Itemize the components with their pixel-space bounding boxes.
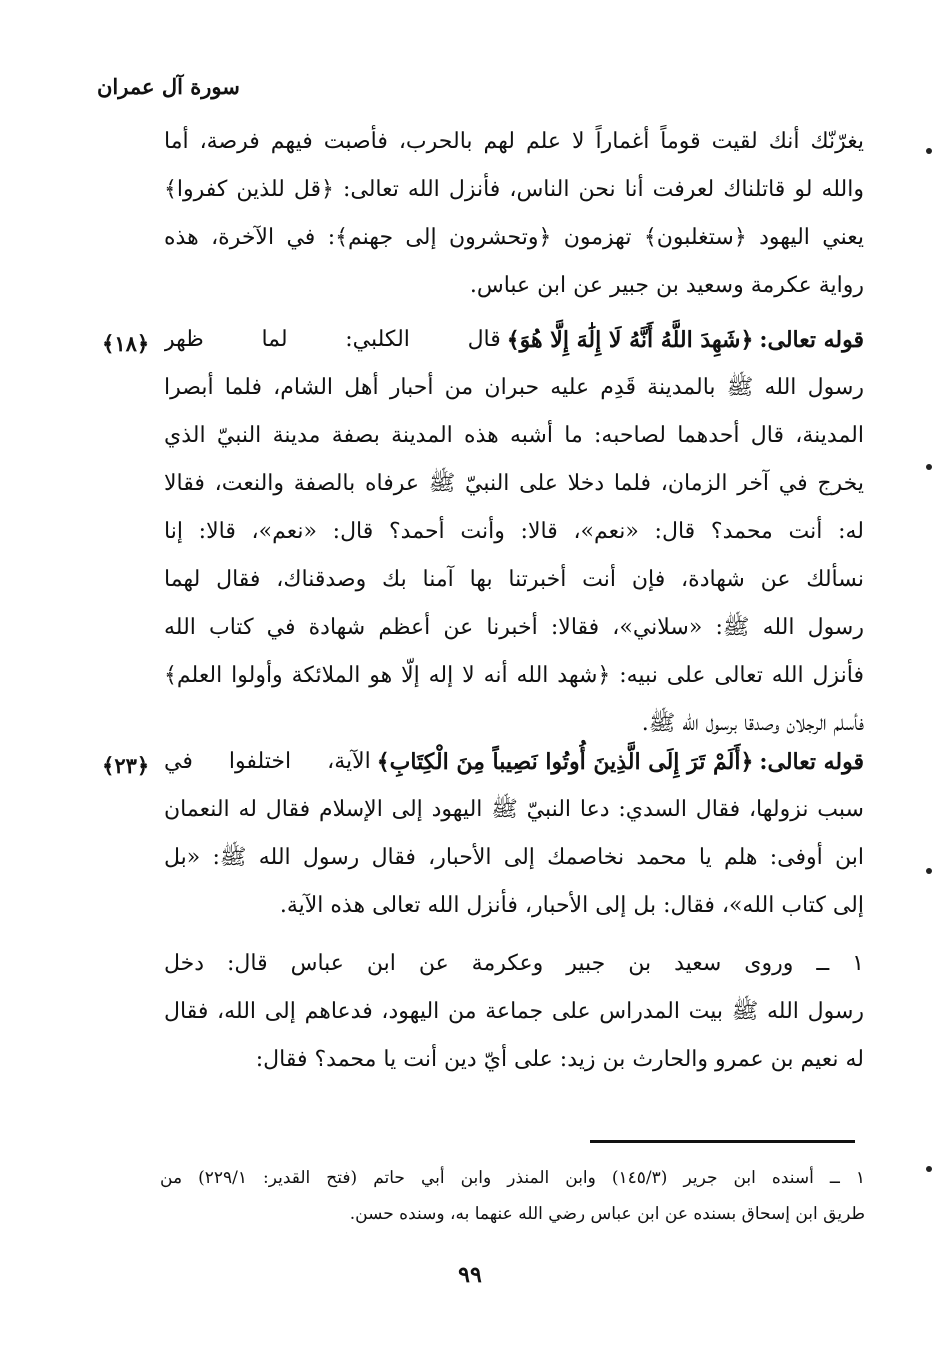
text-line: يخرج في آخر الزمان، فلما دخلا على النبيّ ﷺ عرفاه بالصفة والنعت، فقالا bbox=[164, 471, 864, 496]
text-line: له نعيم بن عمرو والحارث بن زيد: على أيّ دين أنت يا محمد؟ فقال: bbox=[255, 1047, 864, 1072]
text-line: رسول الله ﷺ: «سلاني»، فقالا: أخبرنا عن أعظم شهادة في كتاب الله bbox=[164, 615, 864, 640]
verse-heading-line bbox=[164, 738, 864, 786]
text-line: رسول الله ﷺ بالمدينة قَدِم عليه حبران من أحبار أهل الشام، فلما أبصرا bbox=[164, 375, 864, 400]
text-line: رسول الله ﷺ بيت المدراس على جماعة من اليهود، فدعاهم إلى الله، فقال bbox=[164, 999, 864, 1024]
page-number: ٩٩ bbox=[458, 1262, 482, 1288]
text-line: له: أنت محمد؟ قال: «نعم»، قالا: وأنت أحمد؟ قال: «نعم»، قالا: إنا bbox=[164, 519, 864, 544]
margin-dot bbox=[926, 868, 932, 874]
text-line: ابن أوفى: هلم يا محمد نخاصمك إلى الأحبار، فقال رسول الله ﷺ: «بل bbox=[164, 845, 864, 870]
text-line: المدينة، قال أحدهما لصاحبه: ما أشبه هذه المدينة بصفة مدينة النبيّ الذي bbox=[164, 423, 864, 448]
quran-verse: ﴿أَلَمْ تَرَ إِلَى الَّذِينَ أُوتُوا نَصِيباً مِنَ الْكِتَابِ﴾ bbox=[376, 749, 754, 775]
footnotes bbox=[160, 1160, 865, 1232]
footnote-line: طريق ابن إسحاق بسنده عن ابن عباس رضي الله عنهما به، وسنده حسن. bbox=[349, 1204, 865, 1224]
paragraph-3 bbox=[164, 738, 864, 930]
text-line-rest: الآية، اختلفوا في bbox=[164, 749, 371, 774]
margin-dot bbox=[926, 148, 932, 154]
paragraph-4 bbox=[164, 940, 864, 1084]
text-line: فأسلم الرجلان وصدقا برسول الله ﷺ. bbox=[641, 711, 864, 736]
text-line: إلى كتاب الله»، فقال: بل إلى الأحبار، فأنزل الله تعالى هذه الآية. bbox=[279, 893, 864, 918]
text-line-rest: قال الكلبي: لما ظهر bbox=[164, 327, 501, 352]
text-line: يغرّنّك أنك لقيت قوماً أغماراً لا علم لهم بالحرب، فأصبت فيهم فرصة، أما bbox=[164, 129, 864, 154]
margin-dot bbox=[926, 1166, 932, 1172]
paragraph-1 bbox=[164, 118, 864, 310]
text-line: والله لو قاتلناك لعرفت أنا نحن الناس، فأنزل الله تعالى: ﴿قل للذين كفروا﴾ bbox=[164, 177, 864, 202]
verse-heading-line bbox=[164, 316, 864, 364]
running-header: سورة آل عمران bbox=[97, 74, 240, 99]
footnote-separator bbox=[590, 1140, 855, 1143]
text-line: يعني اليهود ﴿ستغلبون﴾ تهزمون ﴿وتحشرون إلى جهنم﴾: في الآخرة، هذه bbox=[164, 225, 864, 250]
verse-number-23: ﴿٢٣﴾ bbox=[102, 753, 150, 778]
paragraph-2 bbox=[164, 316, 864, 748]
text-line: ١ ــ وروى سعيد بن جبير وعكرمة عن ابن عباس قال: دخل bbox=[164, 951, 864, 976]
margin-dot bbox=[926, 464, 932, 470]
verse-lead: قوله تعالى: bbox=[759, 749, 864, 775]
verse-lead: قوله تعالى: bbox=[759, 327, 864, 353]
verse-number-18: ﴿١٨﴾ bbox=[102, 331, 150, 356]
footnote-line: ١ ــ أسنده ابن جرير (١٤٥/٣) وابن المنذر وابن أبي حاتم (فتح القدير: ٢٢٩/١) من bbox=[160, 1168, 865, 1188]
text-line: فأنزل الله تعالى على نبيه: ﴿شهد الله أنه لا إله إلّا هو الملائكة وأولوا العلم﴾ bbox=[164, 663, 864, 688]
text-line: نسألك عن شهادة، فإن أنت أخبرتنا بها آمنا بك وصدقناك، فقال لهما bbox=[164, 567, 864, 592]
text-line: سبب نزولها، فقال السدي: دعا النبيّ ﷺ اليهود إلى الإسلام فقال له النعمان bbox=[164, 797, 864, 822]
text-line: رواية عكرمة وسعيد بن جبير عن ابن عباس. bbox=[469, 273, 864, 298]
quran-verse: ﴿شَهِدَ اللَّهُ أَنَّهُ لَا إِلَٰهَ إِلَّا هُوَ﴾ bbox=[506, 327, 754, 353]
